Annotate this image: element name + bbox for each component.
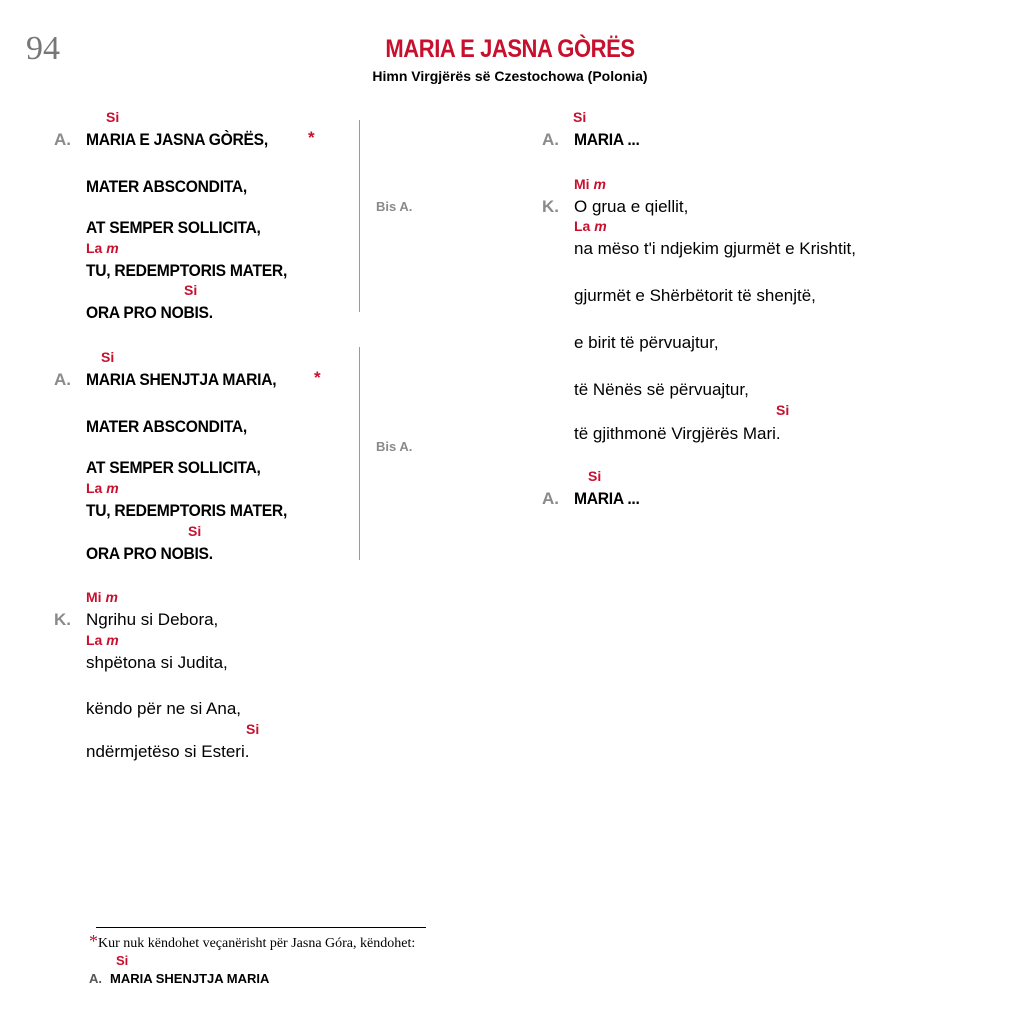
chord: Si	[184, 282, 198, 298]
chord: Si	[573, 109, 587, 125]
bis-label: Bis A.	[376, 199, 413, 214]
chord: La m	[86, 240, 119, 256]
footnote-rule	[96, 927, 426, 928]
chord: Si	[101, 349, 115, 365]
chord: La m	[574, 218, 607, 234]
verse-line: ORA PRO NOBIS.	[86, 303, 213, 322]
verse-line: shpëtona si Judita,	[86, 653, 228, 672]
page-subtitle: Himn Virgjërës së Czestochowa (Polonia)	[372, 68, 648, 84]
chord: Si	[106, 109, 120, 125]
verse-line: AT SEMPER SOLLICITA,	[86, 218, 261, 237]
verse-label: K.	[542, 197, 559, 216]
chord: Si	[246, 721, 260, 737]
bis-bracket-line	[359, 120, 360, 312]
verse-line: MARIA ...	[574, 130, 640, 149]
verse-line: na mëso t'i ndjekim gjurmët e Krishtit,	[574, 239, 856, 258]
footnote-text: *Kur nuk këndohet veçanërisht për Jasna Góra, këndohet:	[89, 931, 416, 951]
asterisk-mark: *	[89, 931, 98, 951]
asterisk-mark: *	[314, 368, 321, 387]
chord: Si	[188, 523, 202, 539]
bis-label: Bis A.	[376, 439, 413, 454]
verse-line: e birit të përvuajtur,	[574, 333, 719, 352]
chord: Si	[116, 953, 129, 968]
verse-line: MARIA ...	[574, 489, 640, 508]
chord: Si	[588, 468, 602, 484]
verse-line: ORA PRO NOBIS.	[86, 544, 213, 563]
page-title: MARIA E JASNA GÒRËS	[385, 35, 635, 63]
verse-line: gjurmët e Shërbëtorit të shenjtë,	[574, 286, 816, 305]
verse-line: Ngrihu si Debora,	[86, 610, 219, 629]
verse-label: A.	[542, 489, 559, 508]
verse-line: TU, REDEMPTORIS MATER,	[86, 261, 288, 280]
verse-label: A.	[89, 971, 102, 986]
verse-label: A.	[542, 130, 559, 149]
chord: Si	[776, 402, 790, 418]
chord: La m	[86, 480, 119, 496]
verse-line: ndërmjetëso si Esteri.	[86, 742, 250, 761]
verse-line: të Nënës së përvuajtur,	[574, 380, 749, 399]
asterisk-mark: *	[308, 128, 315, 147]
verse-line: MARIA SHENJTJA MARIA	[110, 971, 270, 986]
verse-line: MARIA E JASNA GÒRËS,	[86, 130, 268, 149]
verse-line: të gjithmonë Virgjërës Mari.	[574, 424, 781, 443]
verse-line: MARIA SHENJTJA MARIA,	[86, 370, 277, 389]
verse-line: TU, REDEMPTORIS MATER,	[86, 501, 288, 520]
verse-label: A.	[54, 130, 71, 149]
chord: La m	[86, 632, 119, 648]
chord: Mi m	[574, 176, 606, 192]
verse-line: AT SEMPER SOLLICITA,	[86, 458, 261, 477]
verse-line: MATER ABSCONDITA,	[86, 177, 247, 196]
verse-line: MATER ABSCONDITA,	[86, 417, 247, 436]
verse-label: A.	[54, 370, 71, 389]
verse-label: K.	[54, 610, 71, 629]
bis-bracket-line	[359, 347, 360, 560]
verse-line: O grua e qiellit,	[574, 197, 689, 216]
verse-line: këndo për ne si Ana,	[86, 699, 242, 718]
page-number: 94	[26, 30, 60, 67]
chord: Mi m	[86, 589, 118, 605]
